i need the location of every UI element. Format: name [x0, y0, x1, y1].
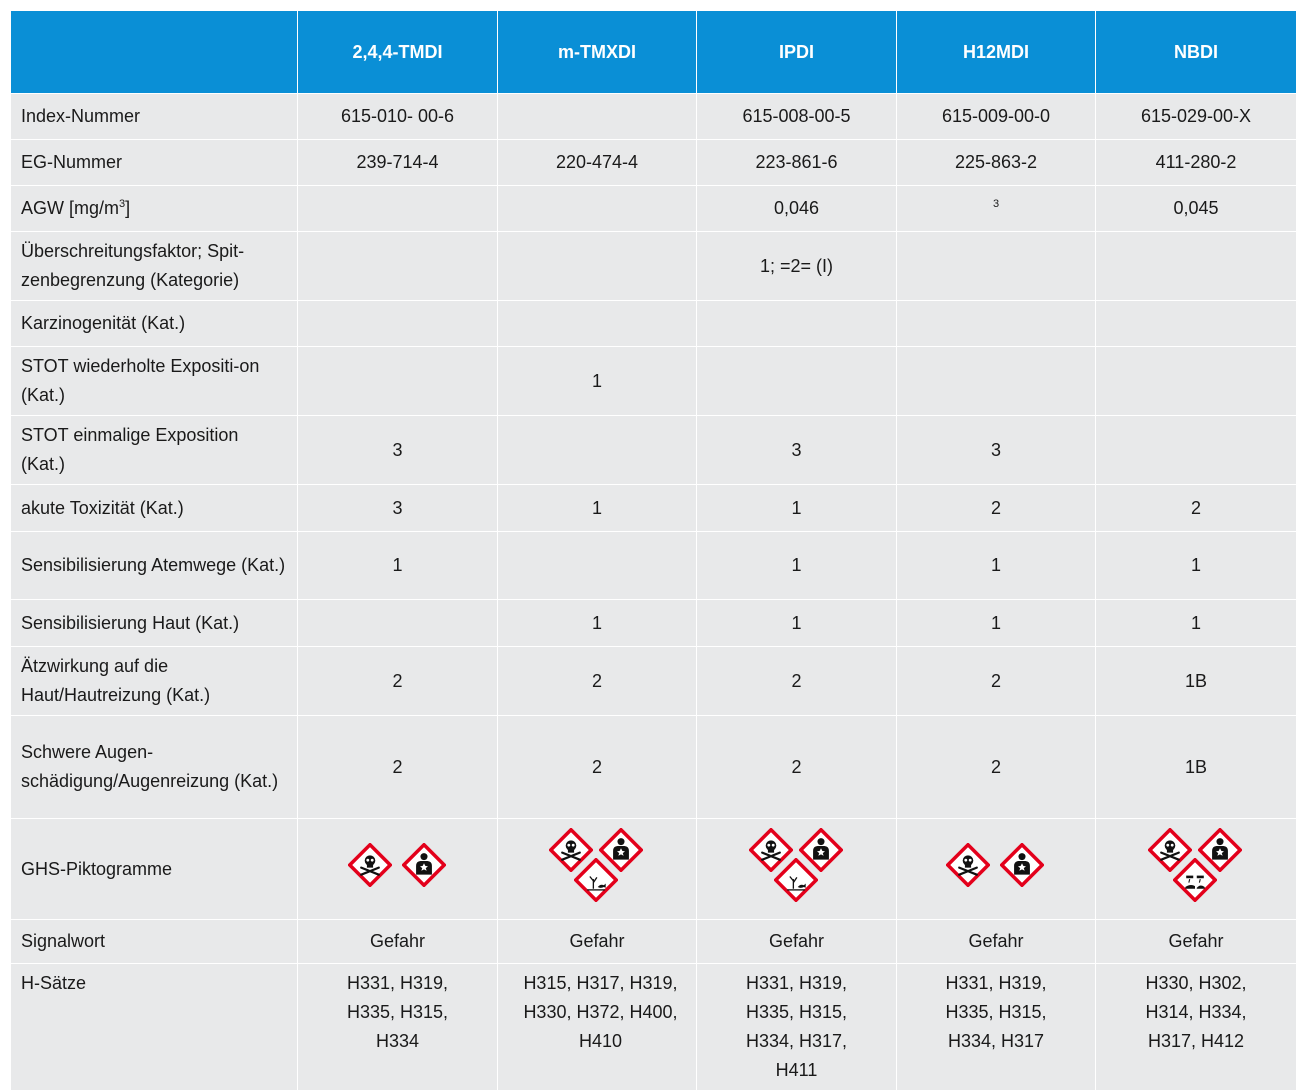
row-sensibilisierung-haut — [11, 600, 1296, 647]
table-cell — [1096, 301, 1296, 347]
row-ghs-piktogramme — [11, 819, 1296, 920]
table-cell: 1 — [897, 600, 1096, 647]
table-cell: 615-010- 00-6 — [298, 94, 498, 140]
table-cell — [897, 232, 1096, 301]
row-sensibilisierung-atemwege — [11, 532, 1296, 600]
table-cell: 2 — [897, 716, 1096, 819]
row-stot-wiederholt — [11, 347, 1296, 416]
health-hazard-icon — [1000, 843, 1044, 887]
row-ueberschreitungsfaktor — [11, 232, 1296, 301]
table-cell: 1B — [1096, 647, 1296, 716]
table-cell: 1 — [697, 532, 897, 600]
table-cell: 2 — [697, 716, 897, 819]
table-cell: 411-280-2 — [1096, 140, 1296, 186]
table-cell — [897, 347, 1096, 416]
row-aetzwirkung-haut — [11, 647, 1296, 716]
ghs-cell — [298, 819, 498, 920]
table-cell: 1 — [1096, 600, 1296, 647]
agw-label-superscript: 3 — [119, 198, 125, 210]
skull-crossbones-icon — [348, 843, 392, 887]
table-cell: 3 — [697, 416, 897, 485]
row-eg-nummer — [11, 140, 1296, 186]
table-cell — [498, 964, 697, 1091]
table-cell — [298, 232, 498, 301]
skull-crossbones-icon — [946, 843, 990, 887]
row-label: STOT einmalige Exposition (Kat.) — [11, 416, 298, 485]
table-cell — [298, 186, 498, 232]
table-cell: 1 — [697, 600, 897, 647]
table-cell — [298, 600, 498, 647]
substance-comparison-table — [10, 10, 1296, 1091]
table-cell: 2 — [697, 647, 897, 716]
health-hazard-icon — [402, 843, 446, 887]
table-cell: 2 — [897, 647, 1096, 716]
h-saetze-text: H331, H319, H335, H315, H334, H317 — [926, 969, 1066, 1056]
table-cell: 1 — [1096, 532, 1296, 600]
row-karzinogenitaet — [11, 301, 1296, 347]
header-h12mdi: H12MDI — [897, 11, 1096, 94]
row-signalwort — [11, 920, 1296, 964]
row-label: EG-Nummer — [11, 140, 298, 186]
substance-table-container — [10, 10, 1296, 1091]
table-cell — [697, 347, 897, 416]
table-cell: 1 — [498, 485, 697, 532]
table-cell — [1096, 347, 1296, 416]
row-agw — [11, 186, 1296, 232]
h-saetze-text: H331, H319, H335, H315, H334 — [328, 969, 468, 1056]
row-label: Sensibilisierung Atemwege (Kat.) — [11, 532, 298, 600]
row-label — [11, 186, 298, 232]
table-cell: Gefahr — [298, 920, 498, 964]
table-cell — [498, 186, 697, 232]
table-cell — [697, 964, 897, 1091]
row-stot-einmalig — [11, 416, 1296, 485]
row-label: STOT wiederholte Expositi-on (Kat.) — [11, 347, 298, 416]
table-cell — [298, 347, 498, 416]
table-cell: 1 — [498, 347, 697, 416]
row-label: akute Toxizität (Kat.) — [11, 485, 298, 532]
ghs-cell — [697, 819, 897, 920]
table-cell: 220-474-4 — [498, 140, 697, 186]
table-cell: 615-009-00-0 — [897, 94, 1096, 140]
row-augenschaedigung — [11, 716, 1296, 819]
row-label: Karzinogenität (Kat.) — [11, 301, 298, 347]
header-m-tmxdi: m-TMXDI — [498, 11, 697, 94]
header-corner — [11, 11, 298, 94]
table-cell: 3 — [298, 485, 498, 532]
row-label: GHS-Piktogramme — [11, 819, 298, 920]
ghs-pictogram-group — [1148, 828, 1244, 902]
table-cell: 1B — [1096, 716, 1296, 819]
row-label: Ätzwirkung auf die Haut/Hautreizung (Kat.) — [11, 647, 298, 716]
table-cell: 2 — [498, 716, 697, 819]
row-label: Signalwort — [11, 920, 298, 964]
row-index-nummer — [11, 94, 1296, 140]
row-label: Sensibilisierung Haut (Kat.) — [11, 600, 298, 647]
ghs-cell — [897, 819, 1096, 920]
environment-icon — [574, 858, 618, 902]
header-ipdi: IPDI — [697, 11, 897, 94]
table-cell — [1096, 416, 1296, 485]
table-cell: 0,046 — [697, 186, 897, 232]
header-nbdi: NBDI — [1096, 11, 1296, 94]
ghs-pictogram-group — [549, 828, 645, 902]
ghs-pictogram-group — [946, 843, 1046, 887]
table-cell: 1 — [897, 532, 1096, 600]
footnote-superscript: 3 — [993, 198, 999, 210]
table-cell: Gefahr — [697, 920, 897, 964]
table-cell — [298, 964, 498, 1091]
row-label: Index-Nummer — [11, 94, 298, 140]
row-akute-toxizitaet — [11, 485, 1296, 532]
table-cell — [498, 301, 697, 347]
table-cell: 2 — [1096, 485, 1296, 532]
table-cell: 2 — [498, 647, 697, 716]
table-cell: 223-861-6 — [697, 140, 897, 186]
agw-label-text: AGW [mg/m — [21, 198, 119, 218]
table-cell: 2 — [897, 485, 1096, 532]
table-cell — [498, 416, 697, 485]
header-row — [11, 11, 1296, 94]
table-cell: 1 — [697, 485, 897, 532]
table-cell — [498, 532, 697, 600]
h-saetze-text: H331, H319, H335, H315, H334, H317, H411 — [727, 969, 867, 1085]
table-cell: Gefahr — [498, 920, 697, 964]
table-cell: 615-008-00-5 — [697, 94, 897, 140]
table-cell: 0,045 — [1096, 186, 1296, 232]
corrosion-icon — [1173, 858, 1217, 902]
table-cell: 3 — [298, 416, 498, 485]
table-cell: Gefahr — [897, 920, 1096, 964]
table-cell: 1 — [298, 532, 498, 600]
ghs-cell — [1096, 819, 1296, 920]
table-cell — [498, 232, 697, 301]
ghs-cell — [498, 819, 697, 920]
table-cell — [897, 301, 1096, 347]
table-cell — [1096, 232, 1296, 301]
table-cell: 3 — [897, 416, 1096, 485]
row-h-saetze — [11, 964, 1296, 1091]
row-label: H-Sätze — [11, 964, 298, 1091]
table-cell: 2 — [298, 716, 498, 819]
row-label: Schwere Augen-schädigung/Augenreizung (Kat.) — [11, 716, 298, 819]
table-cell: 239-714-4 — [298, 140, 498, 186]
environment-icon — [774, 858, 818, 902]
table-cell — [697, 301, 897, 347]
table-cell: 1; =2= (I) — [697, 232, 897, 301]
table-cell — [1096, 964, 1296, 1091]
row-label: Überschreitungsfaktor; Spit-zenbegrenzung (Kategorie) — [11, 232, 298, 301]
table-cell: 225-863-2 — [897, 140, 1096, 186]
header-2-4-4-tmdi: 2,4,4-TMDI — [298, 11, 498, 94]
ghs-pictogram-group — [348, 843, 448, 887]
table-cell — [298, 301, 498, 347]
table-cell — [897, 186, 1096, 232]
table-cell: 615-029-00-X — [1096, 94, 1296, 140]
table-cell — [498, 94, 697, 140]
h-saetze-text: H330, H302, H314, H334, H317, H412 — [1126, 969, 1266, 1056]
table-cell — [897, 964, 1096, 1091]
agw-label-end: ] — [125, 198, 130, 218]
table-cell: 1 — [498, 600, 697, 647]
table-cell: 2 — [298, 647, 498, 716]
table-cell: Gefahr — [1096, 920, 1296, 964]
ghs-pictogram-group — [749, 828, 845, 902]
h-saetze-text: H315, H317, H319, H330, H372, H400, H410 — [508, 969, 693, 1056]
